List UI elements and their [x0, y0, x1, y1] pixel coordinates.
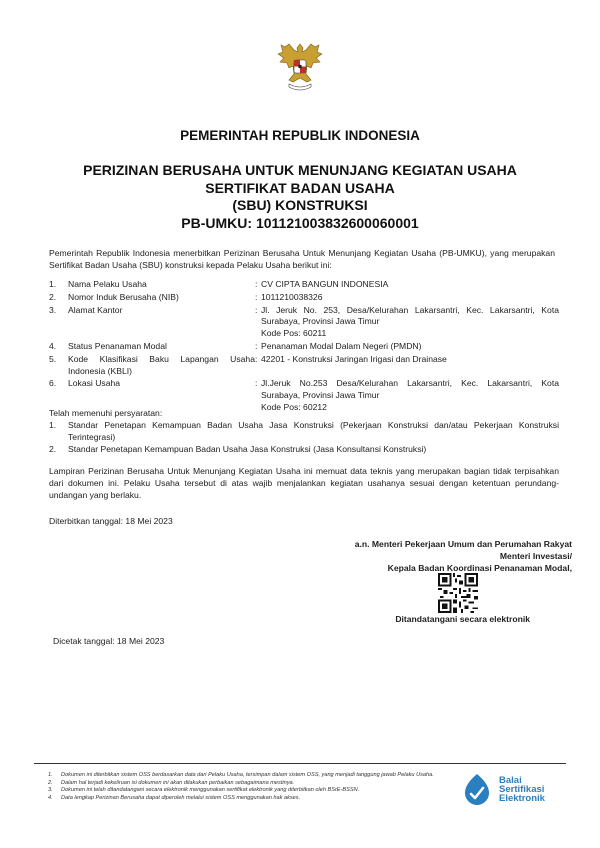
item-value: 1011210038326 [261, 291, 323, 302]
item-value: Penanaman Modal Dalam Negeri (PMDN) [261, 340, 422, 351]
printed-date: Dicetak tanggal: 18 Mei 2023 [53, 636, 165, 646]
list-item: 6. Lokasi Usaha : Jl.Jeruk No.253 Desa/Kelurahan Lakarsantri, Kec. Lakarsantri, Kota Surabaya, Provinsi Jawa Timur Kode Pos: 60212 [49, 378, 559, 412]
postal-code: Kode Pos: 60211 [261, 328, 327, 339]
electronic-signature-label: Ditandatangani secara elektronik [395, 614, 530, 624]
permit-number: PB-UMKU: 101121003832600060001 [181, 214, 419, 231]
government-heading: PEMERINTAH REPUBLIK INDONESIA [180, 128, 420, 143]
list-item [48, 787, 458, 795]
list-item: 4. Status Penanaman Modal : Penanaman Modal Dalam Negeri (PMDN) [49, 341, 559, 353]
bse-logo-icon [462, 772, 492, 808]
item-number: 1. [49, 279, 57, 289]
item-label-continued: Indonesia (KBLI) [68, 365, 133, 376]
title-line: SERTIFIKAT BADAN USAHA [205, 179, 395, 196]
address-text: Jl. Jeruk No. 253, Desa/Kelurahan Lakarsantri, Kec. Lakarsantri, Kota Surabaya, Provinsi Jawa Timur [261, 304, 559, 327]
item-number: 4. [49, 340, 57, 351]
item-number: 5. [49, 353, 57, 364]
garuda-emblem-icon [275, 40, 325, 96]
item-label: Status Penanaman Modal [68, 340, 167, 351]
requirement-text: Standar Penetapan Kemampuan Badan Usaha Jasa Konstruksi (Pekerjaan Konstruksi dan/atau Pekerjaan Konstruksi Terintegrasi) [68, 420, 559, 442]
item-label: Kode Klasifikasi Baku Lapangan Usaha [68, 353, 255, 364]
footer-notes [48, 772, 458, 802]
attachment-note: Lampiran Perizinan Berusaha Untuk Menunjang Kegiatan Usaha ini memuat data teknis yang merupakan bagian tidak terpisahkan dari dokumen ini. Pelaku Usaha tersebut di atas wajib menjalankan kegiatan usahanya sesuai dengan ketentuan perundang-undangan yang berlaku. [49, 466, 559, 500]
item-value [261, 378, 559, 413]
requirement-text: Standar Penetapan Kemampuan Badan Usaha Jasa Konstruksi (Jasa Konsultansi Konstruksi) [68, 443, 427, 454]
item-value: 42201 - Konstruksi Jaringan Irigasi dan Drainase [261, 353, 447, 364]
list-item [49, 444, 559, 456]
list-item [49, 420, 559, 444]
signatory-line: a.n. Menteri Pekerjaan Umum dan Perumahan Rakyat [354, 539, 572, 549]
intro-paragraph: Pemerintah Republik Indonesia menerbitkan Perizinan Berusaha Untuk Menunjang Kegiatan Usaha (PB-UMKU), yang merupakan Sertifikat Badan Usaha (SBU) konstruksi kepada Pelaku Usaha berikut ini: [49, 248, 555, 270]
item-label: Nomor Induk Berusaha (NIB) [68, 291, 179, 302]
footer-note-text: Dalam hal terjadi kekeliruan isi dokumen ini akan dilakukan perbaikan sebagaimana mestinya. [61, 779, 295, 786]
item-number: 4. [48, 794, 53, 801]
item-number: 3. [48, 787, 53, 794]
signatory-block [300, 538, 572, 574]
list-item: 2. Nomor Induk Berusaha (NIB) : 1011210038326 [49, 292, 559, 304]
certificate-title [0, 162, 600, 232]
requirements-list [49, 420, 559, 455]
item-label: Nama Pelaku Usaha [68, 279, 147, 289]
qr-code-icon[interactable] [438, 573, 478, 613]
item-number: 2. [49, 443, 57, 454]
title-line: (SBU) KONSTRUKSI [232, 197, 368, 213]
item-label: Lokasi Usaha [68, 378, 121, 389]
list-item: 3. Alamat Kantor : Jl. Jeruk No. 253, Desa/Kelurahan Lakarsantri, Kec. Lakarsantri, Kota Surabaya, Provinsi Jawa Timur Kode Pos: 60211 [49, 304, 559, 339]
item-value: CV CIPTA BANGUN INDONESIA [261, 279, 389, 289]
list-item [48, 795, 458, 803]
item-number: 2. [49, 291, 57, 302]
bse-logo-text: Balai Sertifikasi Elektronik [499, 775, 545, 804]
footer-note-text: Dokumen ini telah ditandatangani secara elektronik menggunakan sertifikat elektronik yang diterbitkan oleh BSrE-BSSN. [61, 787, 360, 794]
footer-note-text: Dokumen ini diterbitkan sistem OSS berdasarkan data dari Pelaku Usaha, tersimpan dalam sistem OSS, yang menjadi tanggung jawab Pelaku Usaha. [61, 772, 434, 778]
list-item: 1. Nama Pelaku Usaha : CV CIPTA BANGUN INDONESIA [49, 279, 559, 291]
footer-note-text: Data lengkap Perizinan Berusaha dapat diperoleh melalui sistem OSS menggunakan hak akses. [61, 794, 301, 801]
item-number: 1. [48, 772, 53, 778]
footer [34, 763, 566, 826]
item-number: 2. [48, 779, 53, 786]
item-value [261, 305, 559, 340]
title-line: PERIZINAN BERUSAHA UNTUK MENUNJANG KEGIATAN USAHA [83, 162, 517, 178]
item-number: 1. [49, 420, 57, 430]
postal-code: Kode Pos: 60212 [261, 401, 327, 412]
requirements-title: Telah memenuhi persyaratan: [49, 408, 163, 418]
item-number: 3. [49, 304, 57, 315]
item-label: Alamat Kantor [68, 304, 123, 315]
list-item [48, 780, 458, 788]
issued-date: Diterbitkan tanggal: 18 Mei 2023 [49, 516, 173, 526]
signatory-line: Menteri Investasi/ [499, 551, 572, 561]
list-item-continued [49, 366, 559, 378]
item-number: 6. [49, 378, 57, 389]
location-text: Jl.Jeruk No.253 Desa/Kelurahan Lakarsantri, Kec. Lakarsantri, Kota Surabaya, Provinsi Jawa Timur [261, 378, 559, 401]
signatory-line: Kepala Badan Koordinasi Penanaman Modal, [387, 563, 572, 573]
list-item: 5. Kode Klasifikasi Baku Lapangan Usaha : 42201 - Konstruksi Jaringan Irigasi dan Drainase [49, 354, 559, 366]
business-details-list [49, 279, 559, 415]
list-item [48, 772, 458, 780]
